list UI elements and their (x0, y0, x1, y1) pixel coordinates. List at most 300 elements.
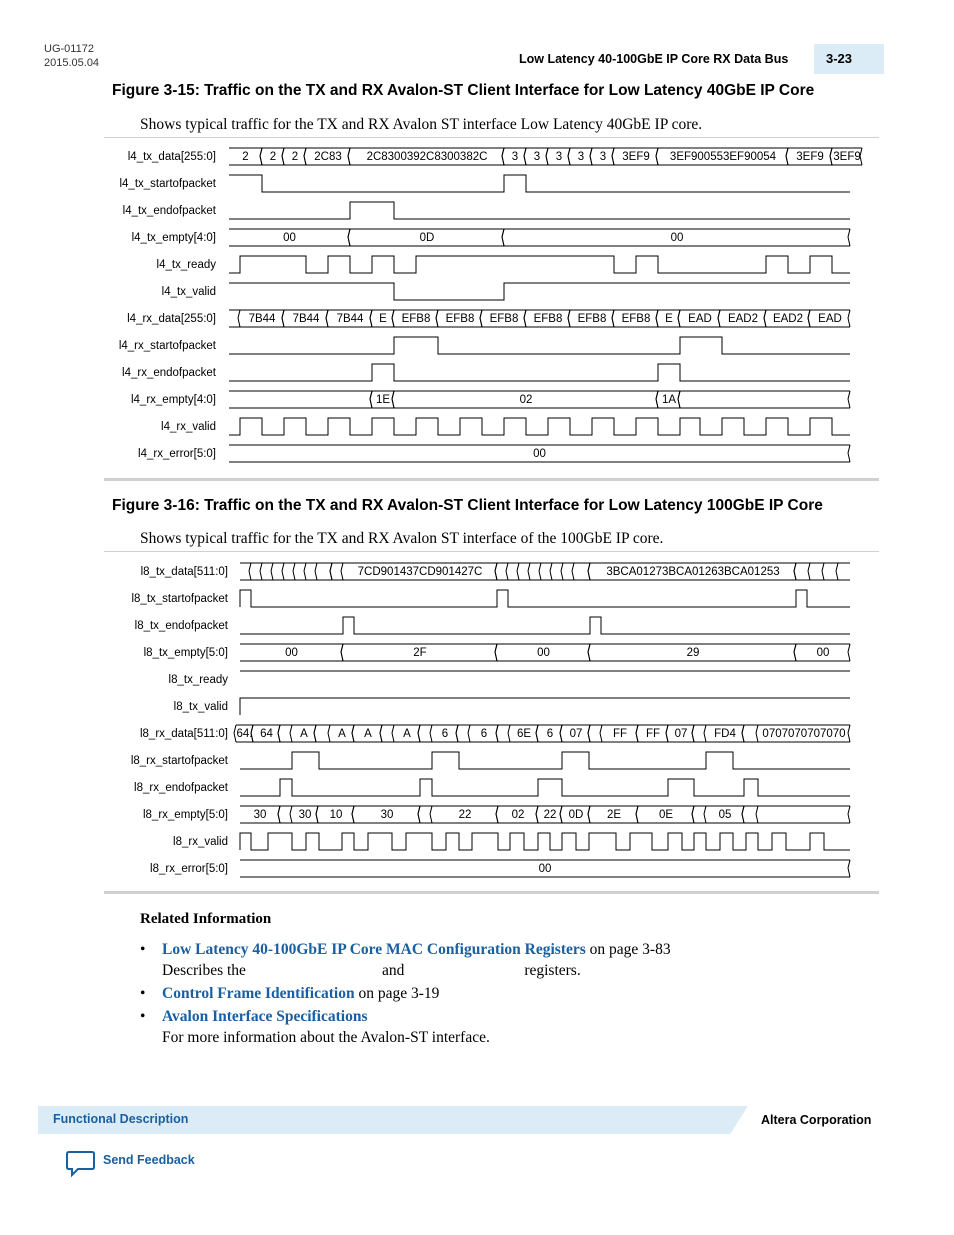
signal-label: l8_rx_startofpacket (130, 755, 228, 767)
bus-transition (278, 725, 280, 733)
bus-transition (370, 318, 372, 327)
waveform-trace (229, 364, 850, 381)
bus-segment (495, 644, 590, 661)
send-feedback-link[interactable]: Send Feedback (103, 1153, 195, 1167)
bus-value: 3 (599, 151, 607, 163)
bus-segment (756, 725, 850, 742)
bus-transition (495, 652, 497, 661)
bus-segment (436, 310, 482, 327)
bus-segment (430, 806, 498, 823)
bus-value: 02 (511, 809, 525, 821)
bus-transition (612, 156, 614, 165)
bus-transition (502, 148, 504, 156)
bus-transition (536, 725, 538, 733)
bus-transition (588, 563, 590, 571)
bus-segment (546, 148, 570, 165)
related-item (140, 939, 671, 981)
bus-transition (282, 571, 284, 580)
bus-transition (352, 814, 354, 823)
bus-segment (830, 148, 862, 165)
bus-transition (612, 310, 614, 318)
waveform-trace (240, 752, 850, 769)
related-info-list (140, 939, 671, 1048)
bus-transition (836, 571, 838, 580)
bus-value: 2 (269, 151, 277, 163)
bus-transition (418, 725, 420, 733)
bus-transition (848, 652, 850, 661)
bus-value: 00 (283, 232, 296, 244)
waveform-trace (240, 833, 850, 850)
bus-transition (588, 725, 590, 733)
bus-transition (495, 563, 497, 571)
signal-label: l4_tx_endofpacket (122, 205, 216, 217)
bus-transition (546, 156, 548, 165)
bus-transition (560, 814, 562, 823)
bus-transition (692, 814, 694, 823)
bus-value: 1E (375, 394, 391, 406)
bus-transition (502, 156, 504, 165)
bus-transition (271, 563, 273, 571)
control-frame-identification-link[interactable]: Control Frame Identification (162, 985, 355, 1002)
bullet: • (140, 985, 146, 1002)
bus-segment (392, 310, 438, 327)
bus-value: 00 (537, 647, 550, 659)
doc-id: UG-01172 (44, 43, 94, 55)
bus-transition (238, 318, 240, 327)
bus-transition (756, 806, 758, 814)
bus-transition (290, 806, 292, 814)
bus-transition (550, 571, 552, 580)
bus-transition (468, 725, 470, 733)
bus-segment (238, 310, 284, 327)
bus-value: 7CD901437CD901427C (357, 566, 483, 578)
bus-transition (822, 563, 824, 571)
related-item (140, 1006, 671, 1048)
bus-transition (260, 156, 262, 165)
bus-transition (756, 814, 758, 823)
bus-transition (588, 814, 590, 823)
waveform-trace (240, 617, 850, 634)
bullet: • (140, 1008, 146, 1025)
signal-label: l4_rx_error[5:0] (138, 448, 216, 460)
bus-value: 10 (329, 809, 343, 821)
bus-transition (290, 733, 292, 742)
bus-transition (496, 814, 498, 823)
waveform-trace (229, 283, 850, 300)
signal-l4-tx-startofpacket (119, 175, 850, 192)
bus-transition (392, 318, 394, 327)
bus-value: EFB8 (489, 313, 519, 325)
bus-transition (524, 310, 526, 318)
signal-label: l4_rx_startofpacket (118, 340, 216, 352)
bus-segment (572, 563, 590, 580)
bus-transition (588, 571, 590, 580)
bus-segment (240, 644, 343, 661)
bus-transition (536, 806, 538, 814)
bus-transition (380, 725, 382, 733)
bus-transition (392, 391, 394, 399)
waveform-trace (240, 698, 850, 715)
bus-value: 2 (291, 151, 299, 163)
signal-label: l4_rx_empty[4:0] (130, 394, 216, 406)
bus-transition (314, 733, 316, 742)
bus-transition (524, 318, 526, 327)
bus-transition (794, 571, 796, 580)
bus-transition (561, 571, 563, 580)
bus-segment (282, 310, 328, 327)
bus-value: 0D (568, 809, 584, 821)
bus-transition (561, 563, 563, 571)
bus-value: FD4 (714, 728, 736, 740)
bus-transition (742, 814, 744, 823)
signal-l8-tx-data5110 (141, 563, 850, 580)
signal-l8-rx-startofpacket (131, 752, 850, 769)
bus-transition (568, 310, 570, 318)
bus-transition (600, 733, 602, 742)
bus-value: 0D (419, 232, 435, 244)
bus-transition (260, 148, 262, 156)
bus-transition (496, 806, 498, 814)
bus-transition (590, 148, 592, 156)
bus-segment (704, 806, 744, 823)
signal-l4-rx-empty40 (131, 391, 850, 408)
bus-transition (517, 563, 519, 571)
bus-transition (822, 571, 824, 580)
bus-transition (282, 563, 284, 571)
bus-value: 0E (658, 809, 674, 821)
bus-value: 29 (686, 647, 700, 659)
running-header-title: Low Latency 40-100GbE IP Core RX Data Bus (519, 52, 789, 66)
bus-segment (392, 391, 658, 408)
signal-label: l4_tx_ready (156, 259, 216, 271)
bus-transition (848, 806, 850, 814)
bus-transition (718, 310, 720, 318)
signal-l8-rx-endofpacket (134, 779, 850, 796)
bus-transition (528, 563, 530, 571)
bus-transition (808, 318, 810, 327)
bus-transition (836, 563, 838, 571)
signal-l8-rx-data5110 (140, 725, 850, 742)
bus-value: 07 (569, 728, 583, 740)
signal-label: l4_rx_endofpacket (122, 367, 216, 379)
bus-value: 64 (260, 728, 273, 740)
related-item (140, 983, 671, 1004)
signal-l8-tx-startofpacket (131, 590, 850, 607)
bus-segment (370, 391, 394, 408)
bus-transition (348, 148, 350, 156)
bus-transition (430, 814, 432, 823)
bus-value: 7B44 (292, 313, 320, 325)
figure-2-bottom-rule (104, 891, 879, 894)
doc-info (44, 42, 99, 70)
bus-transition (502, 237, 504, 246)
bus-value: 30 (298, 809, 312, 821)
bus-transition (636, 814, 638, 823)
bus-transition (742, 725, 744, 733)
signal-label: l8_tx_startofpacket (131, 593, 228, 605)
bus-segment (480, 310, 526, 327)
waveform-trace (229, 175, 850, 192)
bus-transition (636, 725, 638, 733)
bus-value: FF (645, 728, 661, 740)
bus-transition (328, 725, 330, 733)
signal-label: l8_rx_empty[5:0] (142, 809, 228, 821)
bus-transition (348, 229, 350, 237)
bus-transition (588, 644, 590, 652)
desc-part: Describes the (162, 962, 246, 979)
bus-transition (370, 399, 372, 408)
bus-transition (656, 391, 658, 399)
bus-transition (656, 318, 658, 327)
bus-transition (572, 571, 574, 580)
bus-segment (636, 806, 694, 823)
bus-value: A (403, 728, 411, 740)
bus-segment (678, 391, 850, 408)
related-item-description: For more information about the Avalon-ST interface. (162, 1029, 490, 1046)
bus-value: 00 (670, 232, 684, 244)
bus-transition (293, 571, 295, 580)
bus-transition (430, 806, 432, 814)
bus-transition (524, 156, 526, 165)
bus-transition (290, 725, 292, 733)
page-number: 3-23 (814, 44, 884, 74)
bus-transition (560, 806, 562, 814)
bus-transition (370, 391, 372, 399)
bus-transition (656, 156, 658, 165)
bus-transition (656, 310, 658, 318)
signal-label: l4_rx_valid (161, 421, 216, 433)
bus-transition (848, 391, 850, 399)
bus-transition (848, 445, 850, 453)
bus-transition (588, 652, 590, 661)
bus-transition (392, 733, 394, 742)
bus-transition (546, 148, 548, 156)
bus-segment (326, 310, 372, 327)
bus-segment (656, 310, 680, 327)
bus-transition (278, 733, 280, 742)
bus-segment (370, 310, 394, 327)
bus-transition (304, 563, 306, 571)
bus-segment (304, 148, 350, 165)
bus-segment (786, 148, 832, 165)
feedback-icon[interactable] (66, 1150, 96, 1178)
bus-transition (848, 868, 850, 877)
bus-segment (251, 725, 280, 742)
bus-transition (600, 725, 602, 733)
bus-transition (536, 814, 538, 823)
bus-transition (304, 571, 306, 580)
signal-label: l4_tx_data[255:0] (127, 151, 216, 163)
bus-segment (468, 725, 498, 742)
bus-transition (418, 806, 420, 814)
bus-transition (848, 860, 850, 868)
bus-transition (848, 399, 850, 408)
bus-segment (678, 310, 720, 327)
bus-transition (786, 156, 788, 165)
bus-value: 3EF9 (622, 151, 650, 163)
signal-l4-rx-data2550 (127, 310, 850, 327)
signal-l4-tx-empty40 (132, 229, 850, 246)
bus-transition (348, 156, 350, 165)
bus-transition (742, 733, 744, 742)
signal-label: l8_tx_ready (168, 674, 228, 686)
bus-value: A (338, 728, 346, 740)
bus-transition (326, 318, 328, 327)
bus-value: E (665, 313, 673, 325)
bus-transition (808, 563, 810, 571)
bus-segment (794, 644, 850, 661)
bus-transition (249, 563, 251, 571)
bus-transition (536, 733, 538, 742)
bus-transition (348, 237, 350, 246)
bus-transition (282, 310, 284, 318)
avalon-interface-specifications-link[interactable]: Avalon Interface Specifications (162, 1008, 368, 1025)
bullet: • (140, 941, 146, 958)
bus-transition (278, 814, 280, 823)
bus-transition (848, 237, 850, 246)
bus-value: 3 (577, 151, 585, 163)
bus-transition (293, 563, 295, 571)
waveform-trace (229, 202, 850, 219)
waveform-trace (229, 256, 850, 273)
bus-transition (495, 644, 497, 652)
related-item-description (162, 960, 671, 981)
bus-transition (508, 733, 510, 742)
bus-transition (496, 733, 498, 742)
signal-label: l4_tx_empty[4:0] (131, 232, 216, 244)
figure-1-timing-diagram (0, 140, 954, 470)
bus-transition (692, 725, 694, 733)
bus-segment (568, 148, 592, 165)
bus-transition (341, 652, 343, 661)
bus-value: 22 (458, 809, 472, 821)
figure-1-bottom-rule (104, 478, 879, 481)
signal-label: l4_tx_valid (161, 286, 216, 298)
bus-segment (341, 563, 497, 580)
bus-segment (352, 806, 420, 823)
bus-value: 3EF9 (833, 151, 861, 163)
bus-value: EFB8 (621, 313, 651, 325)
bus-transition (352, 806, 354, 814)
bus-segment (718, 310, 766, 327)
bus-segment (229, 391, 372, 408)
bus-transition (742, 806, 744, 814)
bus-value: A (364, 728, 372, 740)
bus-value: EFB8 (401, 313, 431, 325)
bus-segment (508, 725, 538, 742)
bus-transition (282, 318, 284, 327)
bus-value: 3EF900553EF90054 (669, 151, 777, 163)
bus-transition (249, 571, 251, 580)
bus-transition (326, 310, 328, 318)
bus-value: 22 (543, 809, 557, 821)
bus-transition (517, 571, 519, 580)
related-info-heading: Related Information (140, 911, 272, 927)
bus-segment (600, 725, 638, 742)
signal-l4-tx-ready (157, 256, 850, 273)
bus-transition (314, 725, 316, 733)
figure-2-title: Figure 3-16: Traffic on the TX and RX Avalon-ST Client Interface for Low Latency 100GbE IP Core (112, 497, 823, 514)
bus-segment (588, 563, 796, 580)
bus-segment (656, 391, 680, 408)
bus-transition (304, 148, 306, 156)
bus-transition (539, 563, 541, 571)
bus-value: 3 (555, 151, 563, 163)
bus-transition (794, 644, 796, 652)
bus-transition (502, 229, 504, 237)
waveform-trace (229, 337, 850, 354)
bus-transition (436, 310, 438, 318)
figure-2-top-rule (104, 551, 879, 552)
bus-transition (848, 453, 850, 462)
bus-transition (370, 310, 372, 318)
signal-label: l8_tx_data[511:0] (140, 566, 228, 578)
bus-transition (278, 806, 280, 814)
bus-segment (560, 806, 590, 823)
bus-transition (495, 571, 497, 580)
bus-value: 3 (511, 151, 519, 163)
bus-transition (588, 733, 590, 742)
bus-transition (808, 571, 810, 580)
bus-transition (572, 563, 574, 571)
bus-transition (848, 644, 850, 652)
signal-label: l8_rx_valid (173, 836, 228, 848)
bus-transition (568, 318, 570, 327)
bus-value: EAD2 (727, 313, 759, 325)
bus-segment (240, 806, 280, 823)
footer-section-name: Functional Description (53, 1112, 189, 1126)
bus-value: FF (612, 728, 628, 740)
bus-transition (341, 563, 343, 571)
bus-transition (636, 806, 638, 814)
figure-1-description: Shows typical traffic for the TX and RX Avalon ST interface Low Latency 40GbE IP core. (140, 116, 703, 133)
bus-transition (666, 733, 668, 742)
bus-transition (636, 733, 638, 742)
bus-transition (568, 156, 570, 165)
bus-segment (240, 860, 850, 877)
bus-transition (794, 652, 796, 661)
signal-label: l8_rx_endofpacket (134, 782, 228, 794)
signal-l4-rx-startofpacket (119, 337, 850, 354)
page-ref: on page 3-19 (354, 985, 440, 1002)
bus-transition (692, 733, 694, 742)
bus-value: 00 (538, 863, 552, 875)
bus-transition (590, 156, 592, 165)
bus-transition (418, 733, 420, 742)
waveform-trace (240, 779, 850, 796)
signal-l8-rx-empty50 (143, 806, 850, 823)
bus-value: E (379, 313, 387, 325)
bus-transition (392, 310, 394, 318)
waveform-trace (229, 418, 850, 435)
bus-value: A (300, 728, 308, 740)
bus-value: 6 (546, 728, 554, 740)
bus-transition (764, 318, 766, 327)
signal-label: l4_rx_data[255:0] (127, 313, 216, 325)
bus-segment (666, 725, 694, 742)
bus-segment (704, 725, 744, 742)
bus-value: 64. (236, 728, 253, 740)
bus-transition (418, 814, 420, 823)
bus-transition (380, 733, 382, 742)
bus-transition (830, 156, 832, 165)
bus-transition (794, 563, 796, 571)
mac-config-registers-link[interactable]: Low Latency 40-100GbE IP Core MAC Configuration Registers (162, 941, 586, 958)
bus-segment (536, 806, 562, 823)
signal-l8-tx-empty50 (144, 644, 850, 661)
bus-transition (315, 563, 317, 571)
bus-segment (756, 806, 850, 823)
